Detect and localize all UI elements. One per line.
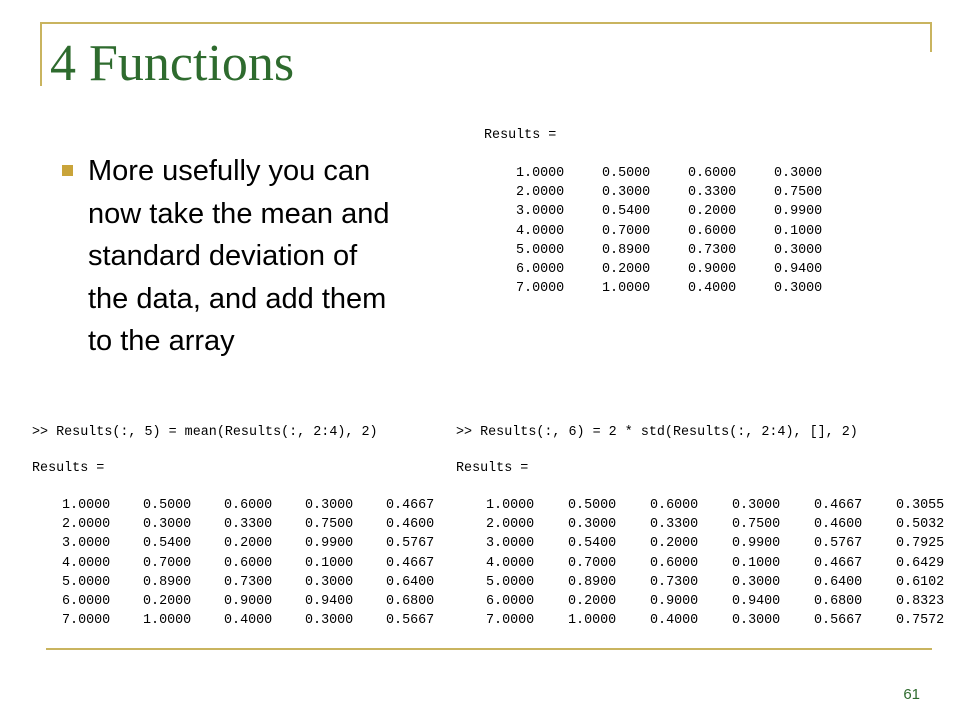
table-cell: 0.3300 <box>688 185 737 201</box>
table-cell: 0.6400 <box>386 574 435 590</box>
table-cell: 1.0000 <box>62 498 111 513</box>
table-cell: 0.2000 <box>568 594 617 610</box>
table-cell: 0.2000 <box>688 204 737 220</box>
table-cell: 7.0000 <box>62 613 111 629</box>
left-output-table <box>62 496 467 630</box>
table-cell: 0.6000 <box>650 498 699 513</box>
table-cell: 0.3000 <box>732 613 781 629</box>
table-cell: 0.7500 <box>732 517 781 533</box>
table-cell: 7.0000 <box>516 281 565 297</box>
table-cell: 0.6000 <box>688 166 737 181</box>
table-cell: 3.0000 <box>486 536 535 552</box>
table-cell: 0.4000 <box>224 613 273 629</box>
bullet-text: More usefully you can now take the mean and standard deviation of the data, and add them to the array <box>88 155 390 357</box>
table-row <box>62 611 467 630</box>
table-row <box>516 183 860 202</box>
table-cell: 0.6800 <box>386 594 435 610</box>
table-cell: 0.6000 <box>688 223 737 239</box>
table-cell: 0.9400 <box>732 594 781 610</box>
table-cell: 0.4667 <box>386 498 435 513</box>
table-cell: 0.6800 <box>814 594 863 610</box>
table-cell: 4.0000 <box>516 223 565 239</box>
table-cell: 0.1000 <box>732 555 781 571</box>
table-cell: 7.0000 <box>486 613 535 629</box>
table-cell: 0.9900 <box>732 536 781 552</box>
slide-frame-left-rule <box>40 22 42 86</box>
table-cell: 0.6102 <box>896 574 945 590</box>
slide-frame-bottom-rule <box>46 648 932 650</box>
top-output-table <box>516 164 860 298</box>
table-cell: 6.0000 <box>486 594 535 610</box>
table-cell: 0.3000 <box>143 517 192 533</box>
table-cell: 0.3000 <box>305 498 354 513</box>
table-cell: 0.9000 <box>650 594 699 610</box>
table-row <box>486 534 960 553</box>
table-cell: 3.0000 <box>62 536 111 552</box>
table-cell: 0.7000 <box>568 555 617 571</box>
table-cell: 5.0000 <box>516 242 565 258</box>
table-cell: 0.3000 <box>774 242 823 258</box>
table-cell: 0.5000 <box>602 166 651 181</box>
table-cell: 1.0000 <box>143 613 192 629</box>
table-cell: 4.0000 <box>486 555 535 571</box>
table-cell: 0.4000 <box>688 281 737 297</box>
table-row <box>516 260 860 279</box>
table-cell: 0.3000 <box>568 517 617 533</box>
table-cell: 0.4667 <box>814 498 863 513</box>
table-cell: 0.2000 <box>143 594 192 610</box>
bullet-square-icon <box>62 165 73 176</box>
table-cell: 0.3000 <box>305 574 354 590</box>
table-row <box>486 573 960 592</box>
slide-frame-top-rule <box>40 22 932 24</box>
table-cell: 0.3055 <box>896 498 945 513</box>
table-cell: 0.7925 <box>896 536 945 552</box>
right-output-table <box>486 496 960 630</box>
table-cell: 0.5032 <box>896 517 945 533</box>
table-cell: 0.5400 <box>568 536 617 552</box>
table-cell: 0.5400 <box>602 204 651 220</box>
table-cell: 0.3300 <box>650 517 699 533</box>
table-cell: 2.0000 <box>486 517 535 533</box>
table-cell: 0.5767 <box>814 536 863 552</box>
table-cell: 0.7300 <box>224 574 273 590</box>
table-cell: 0.9400 <box>774 262 823 278</box>
table-cell: 5.0000 <box>62 574 111 590</box>
table-cell: 0.3000 <box>774 281 823 297</box>
table-cell: 1.0000 <box>486 498 535 513</box>
left-output-label: Results = <box>32 461 105 476</box>
table-cell: 0.5767 <box>386 536 435 552</box>
table-row <box>516 202 860 221</box>
table-cell: 0.2000 <box>650 536 699 552</box>
table-cell: 0.8900 <box>568 574 617 590</box>
table-cell: 0.6000 <box>224 555 273 571</box>
table-cell: 1.0000 <box>602 281 651 297</box>
table-cell: 0.6429 <box>896 555 945 571</box>
table-cell: 3.0000 <box>516 204 565 220</box>
table-cell: 0.7500 <box>305 517 354 533</box>
table-cell: 2.0000 <box>516 185 565 201</box>
table-cell: 0.2000 <box>224 536 273 552</box>
table-row <box>516 241 860 260</box>
table-row <box>62 496 467 515</box>
table-cell: 0.5000 <box>143 498 192 513</box>
table-cell: 0.7300 <box>650 574 699 590</box>
table-cell: 0.7000 <box>143 555 192 571</box>
table-row <box>62 554 467 573</box>
table-row <box>486 515 960 534</box>
table-cell: 1.0000 <box>568 613 617 629</box>
table-row <box>516 279 860 298</box>
table-cell: 0.9000 <box>688 262 737 278</box>
table-row <box>62 515 467 534</box>
slide-frame-right-rule <box>930 22 932 52</box>
table-cell: 0.4667 <box>386 555 435 571</box>
table-cell: 0.3000 <box>774 166 823 181</box>
table-cell: 0.6000 <box>650 555 699 571</box>
table-row <box>486 611 960 630</box>
table-cell: 0.9400 <box>305 594 354 610</box>
table-cell: 5.0000 <box>486 574 535 590</box>
table-cell: 0.4000 <box>650 613 699 629</box>
table-cell: 0.8900 <box>602 242 651 258</box>
table-cell: 0.3000 <box>602 185 651 201</box>
table-cell: 0.5667 <box>814 613 863 629</box>
table-cell: 0.9900 <box>305 536 354 552</box>
table-cell: 0.7300 <box>688 242 737 258</box>
table-cell: 0.7000 <box>602 223 651 239</box>
table-cell: 0.2000 <box>602 262 651 278</box>
table-row <box>62 573 467 592</box>
left-command: >> Results(:, 5) = mean(Results(:, 2:4), 2) <box>32 425 378 440</box>
table-cell: 0.3000 <box>305 613 354 629</box>
table-cell: 6.0000 <box>62 594 111 610</box>
slide-title: 4 Functions <box>50 35 295 92</box>
table-cell: 0.5667 <box>386 613 435 629</box>
table-cell: 0.3300 <box>224 517 273 533</box>
right-command: >> Results(:, 6) = 2 * std(Results(:, 2:4), [], 2) <box>456 425 858 440</box>
table-cell: 1.0000 <box>516 166 565 181</box>
table-cell: 0.8323 <box>896 594 945 610</box>
table-cell: 0.4600 <box>814 517 863 533</box>
table-cell: 2.0000 <box>62 517 111 533</box>
table-cell: 0.3000 <box>732 574 781 590</box>
table-cell: 0.4667 <box>814 555 863 571</box>
top-output-label: Results = <box>484 128 557 143</box>
right-output-label: Results = <box>456 461 529 476</box>
table-row <box>486 554 960 573</box>
table-cell: 0.6000 <box>224 498 273 513</box>
page-number: 61 <box>903 686 920 703</box>
table-row <box>516 222 860 241</box>
table-cell: 0.3000 <box>732 498 781 513</box>
table-row <box>62 534 467 553</box>
table-row <box>486 592 960 611</box>
table-cell: 0.5000 <box>568 498 617 513</box>
table-row <box>486 496 960 515</box>
table-cell: 0.7572 <box>896 613 945 629</box>
table-cell: 0.6400 <box>814 574 863 590</box>
table-cell: 6.0000 <box>516 262 565 278</box>
table-row <box>516 164 860 183</box>
table-cell: 4.0000 <box>62 555 111 571</box>
table-cell: 0.4600 <box>386 517 435 533</box>
table-cell: 0.9000 <box>224 594 273 610</box>
table-cell: 0.1000 <box>774 223 823 239</box>
table-row <box>62 592 467 611</box>
table-cell: 0.8900 <box>143 574 192 590</box>
table-cell: 0.9900 <box>774 204 823 220</box>
table-cell: 0.7500 <box>774 185 823 201</box>
table-cell: 0.1000 <box>305 555 354 571</box>
table-cell: 0.5400 <box>143 536 192 552</box>
